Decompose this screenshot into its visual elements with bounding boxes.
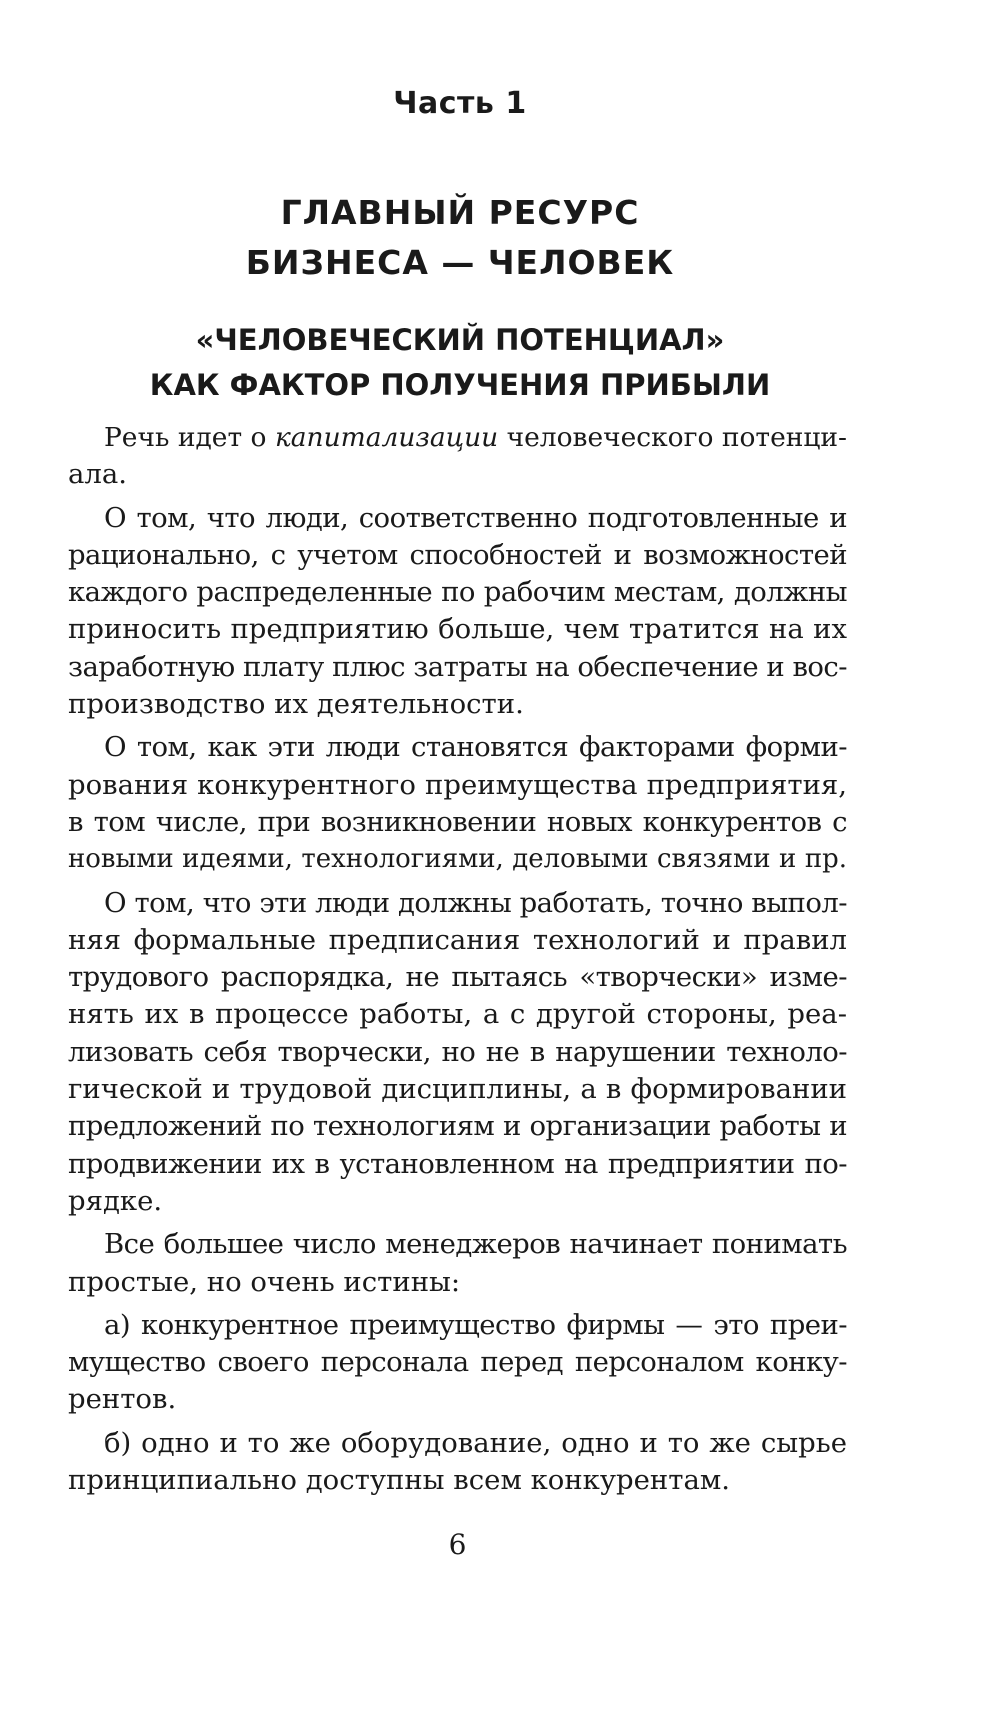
part-title: Часть 1 xyxy=(393,86,527,121)
text-line: продвижении их в установленном на предприятии по- xyxy=(68,1147,847,1180)
text-line: трудового распорядка, не пытаясь «творчески» изме- xyxy=(68,961,847,994)
text-line: принципиально доступны всем конкурентам. xyxy=(68,1464,730,1497)
text-line: О том, что люди, соответственно подготовленные и xyxy=(104,501,847,534)
text-line xyxy=(68,419,847,456)
text-line: заработную плату плюс затраты на обеспечение и вос- xyxy=(68,650,847,683)
text-line: рядке. xyxy=(68,1184,163,1217)
section-title-line-2: КАК ФАКТОР ПОЛУЧЕНИЯ ПРИБЫЛИ xyxy=(149,368,771,402)
section-title-line-1: «ЧЕЛОВЕЧЕСКИЙ ПОТЕНЦИАЛ» xyxy=(195,323,725,357)
text-line: ала. xyxy=(68,458,128,491)
text-line: рования конкурентного преимущества предприятия, xyxy=(68,768,847,801)
paragraph-1 xyxy=(68,419,847,494)
text-line: а) конкурентное преимущество фирмы — это преи- xyxy=(104,1308,847,1341)
chapter-title-line-1: ГЛАВНЫЙ РЕСУРС xyxy=(280,193,640,232)
paragraph-2 xyxy=(68,500,847,724)
text-line: в том числе, при возникновении новых конкурентов с xyxy=(68,805,847,838)
section-title xyxy=(0,318,920,408)
text-line: рационально, с учетом способностей и возможностей xyxy=(68,538,847,571)
text-line: предложений по технологиям и организации работы и xyxy=(68,1110,847,1143)
text-line: новыми идеями, технологиями, деловыми связями и пр. xyxy=(68,844,847,875)
text-line: О том, как эти люди становятся факторами форми- xyxy=(104,731,847,764)
text-line: рентов. xyxy=(68,1383,177,1416)
text-line: каждого распределенные по рабочим местам, должны xyxy=(68,576,847,609)
text-fragment: Речь идет о xyxy=(104,422,275,453)
text-line: гической и трудовой дисциплины, а в формировании xyxy=(68,1073,847,1106)
chapter-title xyxy=(0,188,920,288)
text-line: няя формальные предписания технологий и правил xyxy=(68,923,847,956)
page-number: 6 xyxy=(448,1528,467,1561)
text-fragment: человеческого потенци- xyxy=(498,422,847,453)
paragraph-5 xyxy=(68,1226,847,1301)
paragraph-4 xyxy=(68,885,847,1221)
text-line: приносить предприятию больше, чем тратится на их xyxy=(68,613,847,646)
text-line: мущество своего персонала перед персоналом конку- xyxy=(68,1346,847,1379)
text-line: нять их в процессе работы, а с другой стороны, реа- xyxy=(68,998,847,1031)
text-line: Все большее число менеджеров начинает понимать xyxy=(104,1228,847,1261)
text-line: производство их деятельности. xyxy=(68,688,524,721)
italic-term: капитализации xyxy=(274,422,499,453)
text-line: О том, что эти люди должны работать, точно выпол- xyxy=(104,886,847,919)
paragraph-6 xyxy=(68,1307,847,1419)
body-text xyxy=(68,419,847,1499)
text-line: простые, но очень истины: xyxy=(68,1265,461,1298)
paragraph-7 xyxy=(68,1425,847,1500)
text-line: лизовать себя творчески, но не в нарушении техноло- xyxy=(68,1035,847,1068)
text-line: б) одно и то же оборудование, одно и то же сырье xyxy=(104,1426,847,1459)
chapter-title-line-2: БИЗНЕСА — ЧЕЛОВЕК xyxy=(245,243,675,282)
paragraph-3 xyxy=(68,729,847,878)
